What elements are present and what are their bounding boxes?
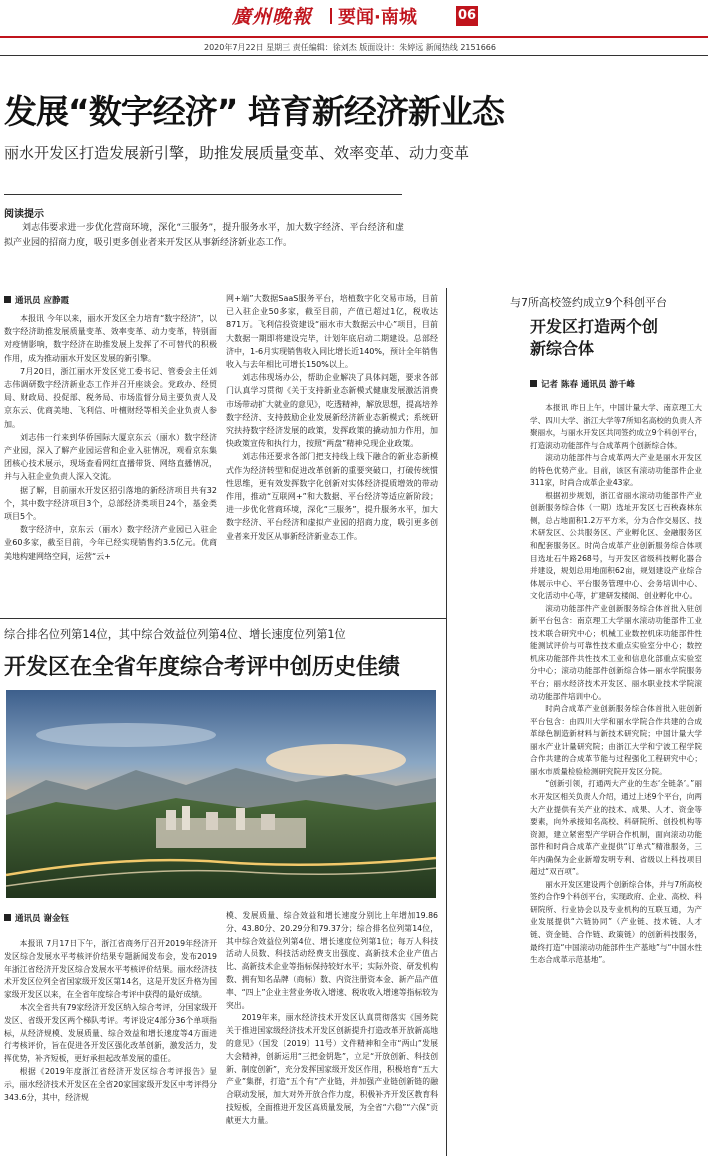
- paragraph: 滚动功能部件产业创新服务综合体首批入驻创新平台包含：南京理工大学丽水滚动功能部件工业技术联合研究中心；机械工业数控机床功能部件性能测试评价与可靠性技术重点实验室分中心；数控机床功能部件共性技术工业和信息化部重点实验室分中心；滚动功能部件创新综合体—丽水学院服务平台；丽水经济技术开发区、丽水职业技术学院滚动功能部件培训中心。: [530, 603, 702, 701]
- bullet-square-icon: [530, 380, 537, 387]
- dateline: 2020年7月22日 星期三 责任编辑：徐刘杰 版面设计：朱婷远 新闻热线 2151666: [204, 43, 496, 52]
- lead-headline: 发展“数字经济” 培育新经济新业态: [4, 92, 504, 131]
- lead-credit-text: 通讯员 应静霞: [15, 296, 69, 306]
- paragraph: 本次全省共有79家经济开发区纳入综合考评，分国家级开发区、省级开发区两个梯队考评。考评设定4部分36个单项指标，从经济规模、发展质量、综合效益和增长速度等4方面进行考核评价，旨在促进各开发区强化改革创新，激发活力，发挥优势，补齐短板，更好承担起改革发展的重任。: [4, 1002, 217, 1064]
- right-credit-text: 记者 陈春 通讯员 游千峰: [541, 380, 635, 390]
- paragraph: 时尚合成革产业创新服务综合体首批入驻创新平台包含：由四川大学和丽水学院合作共建的合成革绿色制造新材料与新技术研究院；中国计量大学丽水产业计量研究院；由浙江大学和宁波工程学院合作共建的合成革节能与过程强化工程研究中心；丽水市质量检验检测研究院开发区分院。: [530, 704, 702, 776]
- section-rule: [0, 618, 446, 619]
- second-column-2: [226, 910, 438, 1160]
- paragraph: 7月20日，浙江丽水开发区党工委书记、管委会主任刘志伟调研数字经济新业态工作并召开座谈会。党政办、经贸局、财政局、投促部、税务局、市场监督分局主要负责人及京东云、优商美地、飞利信、叶檀财经等相关企业负责人参加。: [4, 366, 217, 429]
- paragraph: 根据《2019年度浙江省经济开发区综合考评报告》显示，丽水经济技术开发区在全省20家国家级开发区中考评得分343.6分，其中，经济规: [4, 1066, 217, 1102]
- paragraph: 本报讯 今年以来，丽水开发区全力培育“数字经济”，以数字经济助推发展质量变革、效率变革、动力变革，特别面对疫情影响，数字经济在助推发展上发挥了不可替代的积极作用，成为推动丽水开发区发展的新引擎。: [4, 314, 217, 363]
- section-title: 要闻·南城: [338, 7, 417, 28]
- paragraph: 刘志伟一行来到华侨国际大厦京东云（丽水）数字经济产业园，深入了解产业园运营和企业入驻情况，观看京东集团核心技术展示，现场查看网红直播带货、网络直播情况，并与入驻企业负责人深入交流。: [4, 432, 217, 482]
- paragraph: 根据初步规划，浙江省丽水滚动功能部件产业创新服务综合体（一期）选址开发区七百秧森林东侧，总占地面积1.2万平方米，分为合作交易区、技术研发区、公共服务区、产业孵化区、金融服务区和配套服务区。时尚合成革产业创新服务综合体项目选址石牛路268号，与开发区省级科技孵化器合并建设，规划总用地面积62亩，规划建设产业综合体展示中心、平台服务管理中心、会务培训中心、文化活动中心等，扩建研发楼阁、创业孵化中心。: [530, 490, 702, 601]
- second-credit: [4, 912, 69, 924]
- reading-tip-title: 阅读提示: [4, 209, 44, 220]
- bullet-square-icon: [4, 914, 11, 921]
- paragraph: 本报讯 7月17日下午，浙江省商务厅召开2019年经济开发区综合发展水平考核评价结果专题新闻发布会，发布2019年浙江省经济开发区综合发展水平考核评价结果。丽水经济技术开发区位列全省国家级开发区第14名，这是开发区升格为国家级开发区以来，在全省年度综合考评中获得的最好成绩。: [4, 939, 217, 1000]
- paragraph: 2019年来，丽水经济技术开发区认真贯彻落实《国务院关于推进国家级经济技术开发区创新提升打造改革开放新高地的意见》（国发〔2019〕11号）文件精神和全市“两山”发展大会精神，创新运用“三把金钥匙”，立足“开放创新、科技创新、制度创新”，充分发挥国家级开发区作用，积极培育“五大产业”集群，打造“五个有”产业链，并加强产业链创新链的融合联动发展，加大对外开放合作力度，积极补齐开发区教育科技短板，全面推进开发区高质量发展，为全省“六稳”“六保”贡献更大力量。: [226, 1013, 438, 1125]
- paragraph: 丽水开发区建设两个创新综合体，并与7所高校签约合作9个科创平台，实现政府、企业、高校、科研院所、行业协会以及专业机构的互联互通，为产业发展提供“六链协同”（产业链、技术链、人才链、资金链、合作链、政策链）的创新科技服务，最终打造“中国滚动功能部件生产基地”与“中国水性生态合成革示范基地”。: [530, 879, 702, 965]
- column-divider: [446, 288, 447, 1156]
- second-credit-text: 通讯员 谢金钰: [15, 914, 69, 924]
- right-headline: 开发区打造两个创新综合体: [530, 317, 659, 358]
- reading-rule: [4, 194, 402, 195]
- paragraph: 刘志伟现场办公，帮助企业解决了具体问题，要求各部门认真学习贯彻《关于支持新业态新模式健康发展激活消费市场带动扩大就业的意见》，吃透精神，解放思想，提高培养数字经济、支持鼓励企业发展新经济新业态新模式；系统研究扶持数字经济发展的政策，发挥政策的撬动加力作用，加快政策宣传和执行力，按照“两盘”精神兑现企业政策。: [226, 373, 438, 449]
- newspaper-logo: 廣州晚報: [232, 6, 313, 28]
- second-headline: 开发区在全省年度综合考评中创历史佳绩: [4, 655, 401, 680]
- lead-credit: [4, 294, 69, 306]
- right-credit: [530, 378, 635, 390]
- paragraph: “创新引领，打通两大产业的生态‘全链条’。”丽水开发区相关负责人介绍，通过上述9个平台，向两大产业提供有关产业的技术、成果、人才、资金等要素，向外承接知名高校、科研院所、创投机构等资源，建立紧密型产学研合作机制，面向滚动功能部件和时尚合成革产业提供“订单式”精准服务，三年内确保为企业新增发明专利、省级以上科技项目超过“双百项”。: [530, 779, 702, 877]
- masthead-separator: [330, 8, 332, 24]
- paragraph: 刘志伟还要求各部门把支持线上线下融合的新业态新模式作为经济转型和促进改革创新的重要突破口，打破传统惯性思维，更有效发挥数字化创新对实体经济提质增效的带动作用，推动“互联网+”和大数据、平台经济等适应新阶段；进一步优化营商环境，深化“三服务”，提升服务水平，加大数字经济、平台经济和虚拟产业园的招商力度，吸引更多创业者来开发区从事新经济新业态工作。: [226, 452, 438, 541]
- right-story-body: [530, 402, 702, 1158]
- paragraph: 滚动功能部件与合成革两大产业是丽水开发区的特色优势产业。目前，该区有滚动功能部件企业311家，时尚合成革企业43家。: [530, 453, 702, 488]
- second-kicker: 综合排名位列第14位，其中综合效益位列第4位、增长速度位列第1位: [4, 628, 346, 641]
- paragraph: 模、发展质量、综合效益和增长速度分别比上年增加19.86分、43.80分、20.29分和79.37分；综合排名位列第14位，其中综合效益位列第4位、增长速度位列第1位；每万人科技活动人员数、科技活动经费支出强度、高新技术企业产值占比、高新技术企业等指标保持较好水平；实际外资、研发机构数、拥有知名品牌（商标）数、内资注册资本金、新产品产值率、“四上”企业主营业务收入增速、税收收入增速等指标较为突出。: [226, 911, 438, 1010]
- paragraph: 本报讯 昨日上午，中国计量大学、南京理工大学、四川大学、浙江大学等7所知名高校的负责人齐聚丽水，与丽水开发区共同签约成立9个科创平台，打造滚动功能部件与合成革两个创新综合体。: [530, 403, 702, 450]
- dateline-rule: [0, 55, 708, 56]
- paragraph: 网+端”大数据SaaS服务平台，培植数字化交易市场，目前已入驻企业50多家，截至目前，产值已超过1亿，税收达871万。飞利信投资建设“丽水市大数据云中心”项目，目前大数据一期即将建设完毕，计划年底启动二期建设。总部经济中，1-6月实现销售收入同比增长近140%，预计全年销售收入与去年相比可增长150%以上。: [226, 294, 438, 370]
- lead-column-1: [4, 312, 217, 612]
- aerial-photo: [6, 690, 436, 898]
- lead-column-2: [226, 292, 438, 612]
- reading-tip-text: 刘志伟要求进一步优化营商环境，深化“三服务”，提升服务水平，加大数字经济、平台经济和虚拟产业园的招商力度，吸引更多创业者来开发区从事新经济新业态工作。: [4, 223, 404, 248]
- second-column-1: [4, 938, 217, 1160]
- right-kicker: 与7所高校签约成立9个科创平台: [510, 296, 667, 309]
- paragraph: 数字经济中，京东云（丽水）数字经济产业园已入驻企业60多家，截至目前，今年已经实现销售约3.5亿元。优商美地构建网络空间，运营“云+: [4, 525, 217, 561]
- page-number-badge: 06: [456, 6, 478, 26]
- lead-subheadline: 丽水开发区打造发展新引擎，助推发展质量变革、效率变革、动力变革: [4, 144, 470, 162]
- masthead-rule: [0, 36, 708, 38]
- paragraph: 据了解，目前丽水开发区招引落地的新经济项目共有32个，其中数字经济项目3个，总部经济类项目24个，基金类项目5个。: [4, 485, 217, 522]
- aerial-photo-graphic: [6, 690, 436, 898]
- bullet-square-icon: [4, 296, 11, 303]
